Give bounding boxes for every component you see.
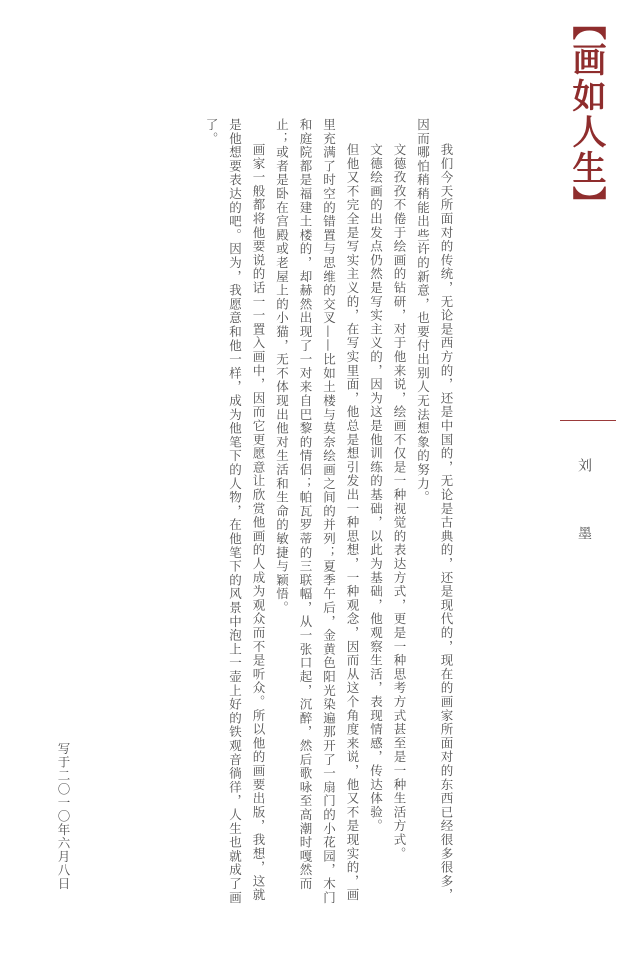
essay-paragraph-4: 但他又不完全是写实主义的，在写实里面，他总是想引发出一种思想，一种观念，因而从这个角度来说，他又不是现实的，画里充满了时空的错置与思维的交叉——比如土楼与莫奈绘画之间的并列；夏季午后，金黄色阳光染遍那开了一扇门的小花园，木门和庭院都是福建土楼的，却赫然出现了一对来自巴黎的情侣；帕瓦罗蒂的三联幅，从一张口起，沉醉，然后歌咏至高潮时嘎然而止；或者是卧在宫殿或老屋上的小猫，无不体现出他对生活和生命的敏捷与颖悟。 [274, 118, 360, 905]
essay-paragraph-2: 文德孜孜不倦于绘画的钻研，对于他来说，绘画不仅是一种视觉的表达方式，更是一种思考方式甚至是一种生活方式。 [392, 143, 407, 861]
date-signature: 写于二〇一〇年六月八日 [56, 742, 71, 891]
page-title: 【画如人生】 [566, 6, 606, 222]
author-name: 刘 墨 [576, 458, 592, 560]
title-divider [560, 420, 616, 421]
essay-paragraph-1: 我们今天所面对的传统，无论是西方的，还是中国的，无论是古典的，还是现代的，现在的画家所面对的东西已经很多很多，因而哪怕稍稍能出些许的新意，也要付出别人无法想象的努力。 [415, 118, 454, 902]
essay-body [200, 118, 459, 908]
essay-paragraph-5: 画家一般都将他要说的话一一置入画中，因而它更愿意让欣赏他画的人成为观众而不是听众。所以他的画要出版，我想，这就是他想要表达的吧。因为，我愿意和他一样，成为他笔下的人物，在他笔下的风景中泡上一壶上好的铁观音徜徉，人生也就成了画了。 [204, 118, 266, 905]
essay-paragraph-3: 文德绘画的出发点仍然是写实主义的，因为这是他训练的基础，以此为基础，他观察生活，表现情感，传达体验。 [368, 143, 384, 833]
